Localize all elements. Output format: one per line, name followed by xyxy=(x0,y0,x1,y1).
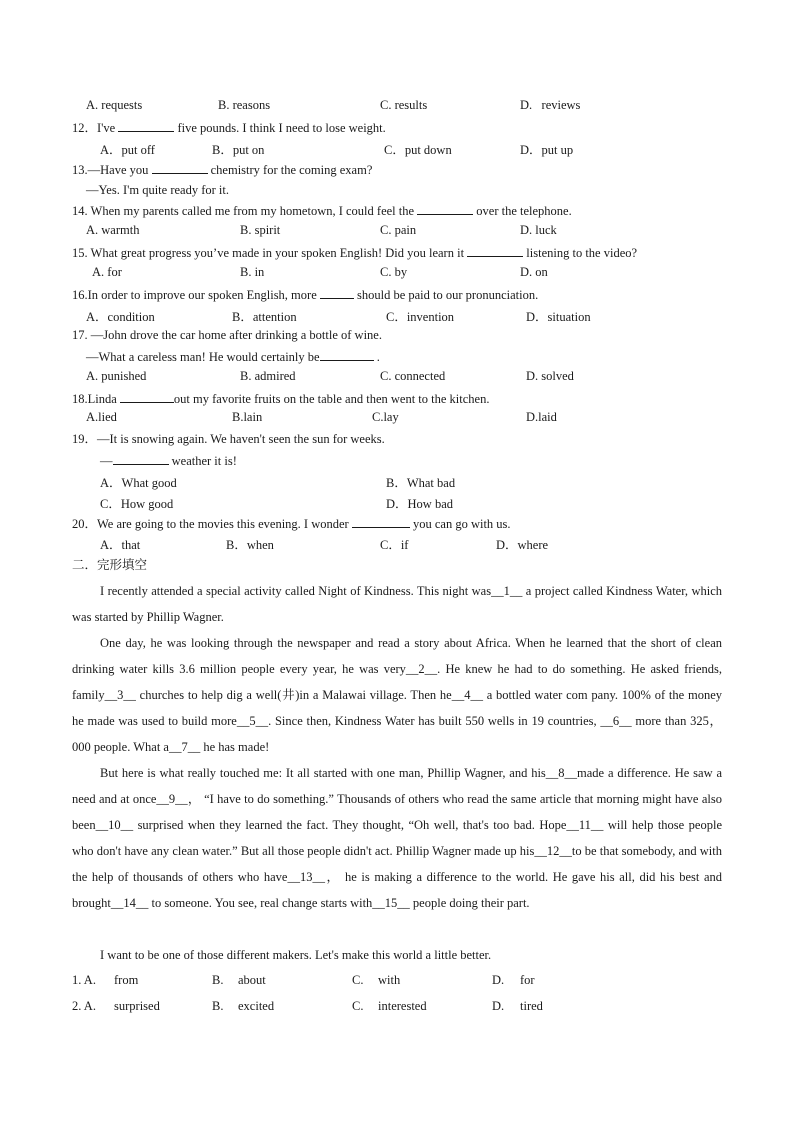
passage-paragraph-3: But here is what really touched me: It all started with one man, Phillip Wagner, and his__8__made a difference. He saw a need and at once__9__， “I have to do something.” Thousands of others who read the same article that morning might have also been__10__ surprised when they learned the fact. They thought, “Oh well, that's too bad. Hope__11__ will help those people who don't have any clean water.” But all those people didn't act. Phillip Wagner made up his__12__to be that somebody, and with the help of thousands of others who have__13__， he is making a difference to the world. He gave his all, did his best and brought__14__ to someone. You see, real change starts with__15__ people doing their part. xyxy=(72,766,722,910)
q19-reply: — weather it is! xyxy=(100,454,237,468)
cloze-q1-option-a[interactable]: from xyxy=(114,973,139,987)
q15-option-a[interactable]: A. for xyxy=(92,265,122,279)
q14-option-a[interactable]: A. warmth xyxy=(86,223,140,237)
q14-option-c[interactable]: C. pain xyxy=(380,223,417,237)
q11-option-c[interactable]: C. results xyxy=(380,98,428,112)
cloze-q2-option-a[interactable]: surprised xyxy=(114,999,160,1013)
q14-blank[interactable] xyxy=(417,202,473,215)
q12-option-c[interactable]: C．put down xyxy=(384,143,452,157)
q15-option-c[interactable]: C. by xyxy=(380,265,408,279)
q19-stem: 19．—It is snowing again. We haven't seen the sun for weeks. xyxy=(72,432,385,446)
q12-option-b[interactable]: B．put on xyxy=(212,143,265,157)
q14-option-b[interactable]: B. spirit xyxy=(240,223,281,237)
q20-stem: 20．We are going to the movies this evening. I wonder you can go with us. xyxy=(72,517,511,531)
q19-blank[interactable] xyxy=(113,452,169,465)
q19-option-d[interactable]: D．How bad xyxy=(386,497,454,511)
cloze-q2-option-c[interactable]: interested xyxy=(378,999,427,1013)
q16-stem: 16.In order to improve our spoken English, more should be paid to our pronunciation. xyxy=(72,288,539,302)
q17-stem: 17. —John drove the car home after drinking a bottle of wine. xyxy=(72,328,382,342)
cloze-q2-label-c: C. xyxy=(352,999,364,1013)
q16-blank[interactable] xyxy=(320,286,354,299)
q12-option-a[interactable]: A．put off xyxy=(100,143,155,157)
q14-option-d[interactable]: D. luck xyxy=(520,223,557,237)
q20-option-d[interactable]: D．where xyxy=(496,538,549,552)
cloze-q1-option-c[interactable]: with xyxy=(378,973,401,987)
q18-stem: 18.Linda out my favorite fruits on the table and then went to the kitchen. xyxy=(72,392,490,406)
passage-paragraph-4: I want to be one of those different makers. Let's make this world a little better. xyxy=(100,948,492,962)
q15-blank[interactable] xyxy=(467,244,523,257)
cloze-q2-option-b[interactable]: excited xyxy=(238,999,275,1013)
q19-option-b[interactable]: B．What bad xyxy=(386,476,456,490)
passage-paragraph-2: One day, he was looking through the newspaper and read a story about Africa. When he learned that the short of clean drinking water kills 3.6 million people every year, he was very__2__. He knew he had to do something. He asked friends, family__3__ churches to help dig a well(井)in a Malawai village. Then he__4__ a bottled water com pany. 100% of the money he made was used to build more__5__. Since then, Kindness Water has built 550 wells in 19 countries, __6__ more than 325，000 people. What a__7__ he has made! xyxy=(72,636,722,754)
q12-blank[interactable] xyxy=(118,119,174,132)
cloze-q2-label-b: B. xyxy=(212,999,224,1013)
q12-option-d[interactable]: D．put up xyxy=(520,143,574,157)
q20-option-a[interactable]: A．that xyxy=(100,538,141,552)
cloze-q1-option-d[interactable]: for xyxy=(520,973,535,987)
q17-option-d[interactable]: D. solved xyxy=(526,369,574,383)
q20-option-b[interactable]: B．when xyxy=(226,538,274,552)
q15-stem: 15. What great progress you’ve made in your spoken English! Did you learn it listening to the video? xyxy=(72,246,638,260)
q16-option-b[interactable]: B．attention xyxy=(232,310,297,324)
q19-option-a[interactable]: A．What good xyxy=(100,476,177,490)
q13-reply: —Yes. I'm quite ready for it. xyxy=(86,183,229,197)
q11-option-b[interactable]: B. reasons xyxy=(218,98,271,112)
cloze-q2-option-d[interactable]: tired xyxy=(520,999,543,1013)
q18-option-c[interactable]: C.lay xyxy=(372,410,399,424)
cloze-q2-label-d: D. xyxy=(492,999,505,1013)
cloze-q1-option-b[interactable]: about xyxy=(238,973,266,987)
q17-option-b[interactable]: B. admired xyxy=(240,369,296,383)
q17-option-c[interactable]: C. connected xyxy=(380,369,446,383)
q16-option-d[interactable]: D．situation xyxy=(526,310,591,324)
q11-option-d[interactable]: D. reviews xyxy=(520,98,581,112)
q12-stem: 12．I've five pounds. I think I need to lose weight. xyxy=(72,121,386,135)
q20-option-c[interactable]: C．if xyxy=(380,538,409,552)
section-title: 二．完形填空 xyxy=(72,557,148,572)
cloze-q1-number: 1. A. xyxy=(72,973,96,987)
q13-blank[interactable] xyxy=(152,161,208,174)
cloze-q1-label-b: B. xyxy=(212,973,224,987)
q11-option-a[interactable]: A. requests xyxy=(86,98,143,112)
q18-option-d[interactable]: D.laid xyxy=(526,410,557,424)
cloze-q1-label-c: C. xyxy=(352,973,364,987)
q17-option-a[interactable]: A. punished xyxy=(86,369,147,383)
q18-option-b[interactable]: B.lain xyxy=(232,410,263,424)
q19-option-c[interactable]: C．How good xyxy=(100,497,174,511)
q20-blank[interactable] xyxy=(352,515,410,528)
q18-blank[interactable] xyxy=(120,390,174,403)
q15-option-b[interactable]: B. in xyxy=(240,265,265,279)
q17-reply: —What a careless man! He would certainly be . xyxy=(86,350,380,364)
q13-stem: 13.—Have you chemistry for the coming exam? xyxy=(72,163,373,177)
q15-option-d[interactable]: D. on xyxy=(520,265,548,279)
q16-option-a[interactable]: A．condition xyxy=(86,310,155,324)
q18-option-a[interactable]: A.lied xyxy=(86,410,117,424)
cloze-q1-label-d: D. xyxy=(492,973,505,987)
q14-stem: 14. When my parents called me from my hometown, I could feel the over the telephone. xyxy=(72,204,572,218)
cloze-q2-number: 2. A. xyxy=(72,999,96,1013)
passage-paragraph-1: I recently attended a special activity called Night of Kindness. This night was__1__ a project called Kindness Water, which was started by Phillip Wagner. xyxy=(72,584,722,624)
q17-blank[interactable] xyxy=(320,348,374,361)
q16-option-c[interactable]: C．invention xyxy=(386,310,455,324)
